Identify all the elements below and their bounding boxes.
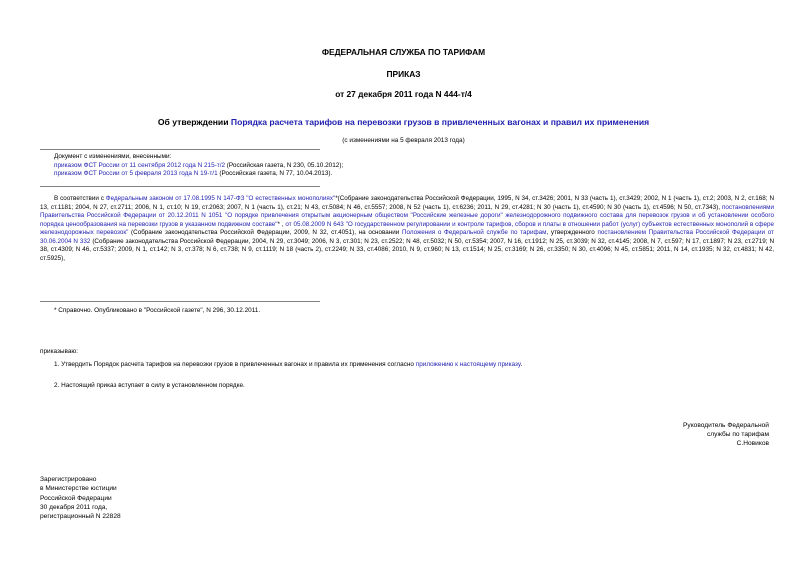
basis-text-3: * ,: [277, 220, 286, 228]
registration-line-1: Зарегистрировано: [40, 476, 97, 483]
doc-title: [0, 117, 807, 127]
changes-item-2: [54, 170, 554, 179]
order-intro: приказываю:: [40, 348, 78, 355]
doc-type: ПРИКАЗ: [386, 69, 421, 79]
registration-line-3: Российской Федерации: [40, 494, 112, 502]
basis-text-1: В соответствии с: [54, 195, 106, 202]
doc-date-number: от 27 декабря 2011 года N 444-т/4: [335, 89, 472, 99]
title-prefix: Об утверждении: [157, 117, 231, 127]
changes-block: [54, 153, 554, 179]
divider-footnote: [40, 301, 320, 302]
divider-top: [40, 149, 320, 150]
changes-intro: Документ с изменениями, внесенными:: [54, 153, 172, 160]
basis-paragraph: [40, 195, 774, 263]
divider-changes-bottom: [40, 186, 320, 187]
signature-line-1: Руководитель Федеральной: [683, 422, 769, 429]
basis-text-2: *(Собрание законодательства Российской Федерации, 1995, N 34, ст.3426; 2001, N 33 (часть 1), ст.3429; 2002, N 1 (часть 1), ст.2; 2003, N 2, ст.168; N 13, ст.1181; 2004, N 27, ст.2711; 2006, N 1, ст.10; N 19, ст.2063; 2007, N 1 (часть 1), ст.21; N 43, ст.5084; N 46, ст.5557; 2008, N 52 (часть 1), ст.6236; 2011, N 29, ст.4281; N 30 (часть 1), ст.4590; N 30 (часть 1), ст.4596; N 50, ст.7343),: [40, 195, 775, 211]
basis-text-4: (Собрание законодательства Российской Федерации, 2009, N 32, ст.4051), на основании: [128, 229, 402, 237]
order-item-1: [54, 361, 774, 370]
fst-regulation-link[interactable]: Положения о Федеральной службе по тарифам: [401, 229, 547, 237]
signature-block: [649, 421, 769, 448]
order-item-1-end: .: [520, 361, 523, 368]
footnote: * Справочно. Опубликовано в "Российской газете", N 296, 30.12.2011.: [54, 307, 261, 314]
change-tail-2: (Российская газета, N 77, 10.04.2013).: [217, 170, 333, 178]
registration-number: регистрационный N 22828: [40, 513, 121, 521]
changes-item-1: [54, 162, 554, 171]
signature-line-2: службы по тарифам: [706, 431, 769, 438]
appendix-link[interactable]: приложению к настоящему приказу: [415, 361, 521, 368]
signature-name: С.Новиков: [736, 440, 769, 447]
registration-line-2: в Министерстве юстиции: [40, 485, 117, 493]
order-item-2: 2. Настоящий приказ вступает в силу в установленном порядке.: [54, 382, 245, 389]
basis-text-5: , утвержденного: [546, 229, 598, 237]
federal-law-link[interactable]: Федеральным законом от 17.08.1995 N 147-ФЗ "О естественных монополиях": [105, 195, 336, 202]
basis-text-6: (Собрание законодательства Российской Федерации, 2004, N 29, ст.3049; 2006, N 3, ст.301; N 23, ст.2522; N 48, ст.5032; N 50, ст.5354; 2007, N 16, ст.1912; N 25, ст.3039; N 32, ст.4145; 2008, N 7, ст.597; N 17, ст.1897; N 23, ст.2719; N 38, ст.4309; N 46, ст.5337; 2009, N 1, ст.142; N 3, ст.378; N 6, ст.738; N 9, ст.1119; N 18 (часть 2), ст.2249; N 33, ст.4086; 2010, N 9, ст.960; N 13, ст.1514; N 25, ст.3169; N 26, ст.3350; N 30, ст.4096; N 45, ст.5851; 2011, N 14, ст.1935; N 32, ст.4831; N 42, ст.5925),: [40, 237, 774, 262]
edition-note: (с изменениями на 5 февраля 2013 года): [342, 137, 465, 144]
order-item-1-text: 1. Утвердить Порядок расчета тарифов на перевозки грузов в привлеченных вагонах и правила их применения согласно: [54, 361, 416, 368]
government-decree-643-link[interactable]: от 05.08.2009 N 643 "О государственном регулировании и контроле тарифов, сборов и платы в отношении работ (услуг) субъектов естественных монополий в сфере железнодорожных перевозок": [40, 220, 774, 237]
government-decree-1051-link[interactable]: постановлениями Правительства Российской Федерации от 20.12.2011 N 1051 "О порядке привлечения открытым акционерным обществом "Российские железные дороги" железнодорожного подвижного состава для перевозок грузов и об установлении особого порядка ценообразования на перевозки грузов в указанном подвижном составе": [40, 203, 774, 228]
change-tail-1: (Российская газета, N 230, 05.10.2012);: [225, 161, 344, 169]
title-link[interactable]: Порядка расчета тарифов на перевозки грузов в привлеченных вагонах и правил их применения: [230, 117, 650, 127]
change-link-2[interactable]: приказом ФСТ России от 5 февраля 2013 года N 19-т/1: [54, 170, 218, 178]
government-decree-332-link[interactable]: постановлением Правительства Российской Федерации от 30.06.2004 N 332: [40, 229, 774, 245]
registration-line-4: 30 декабря 2011 года,: [40, 503, 108, 511]
agency-name: ФЕДЕРАЛЬНАЯ СЛУЖБА ПО ТАРИФАМ: [321, 47, 486, 57]
registration-block: [40, 475, 180, 521]
change-link-1[interactable]: приказом ФСТ России от 11 сентября 2012 года N 215-т/2: [54, 161, 226, 169]
